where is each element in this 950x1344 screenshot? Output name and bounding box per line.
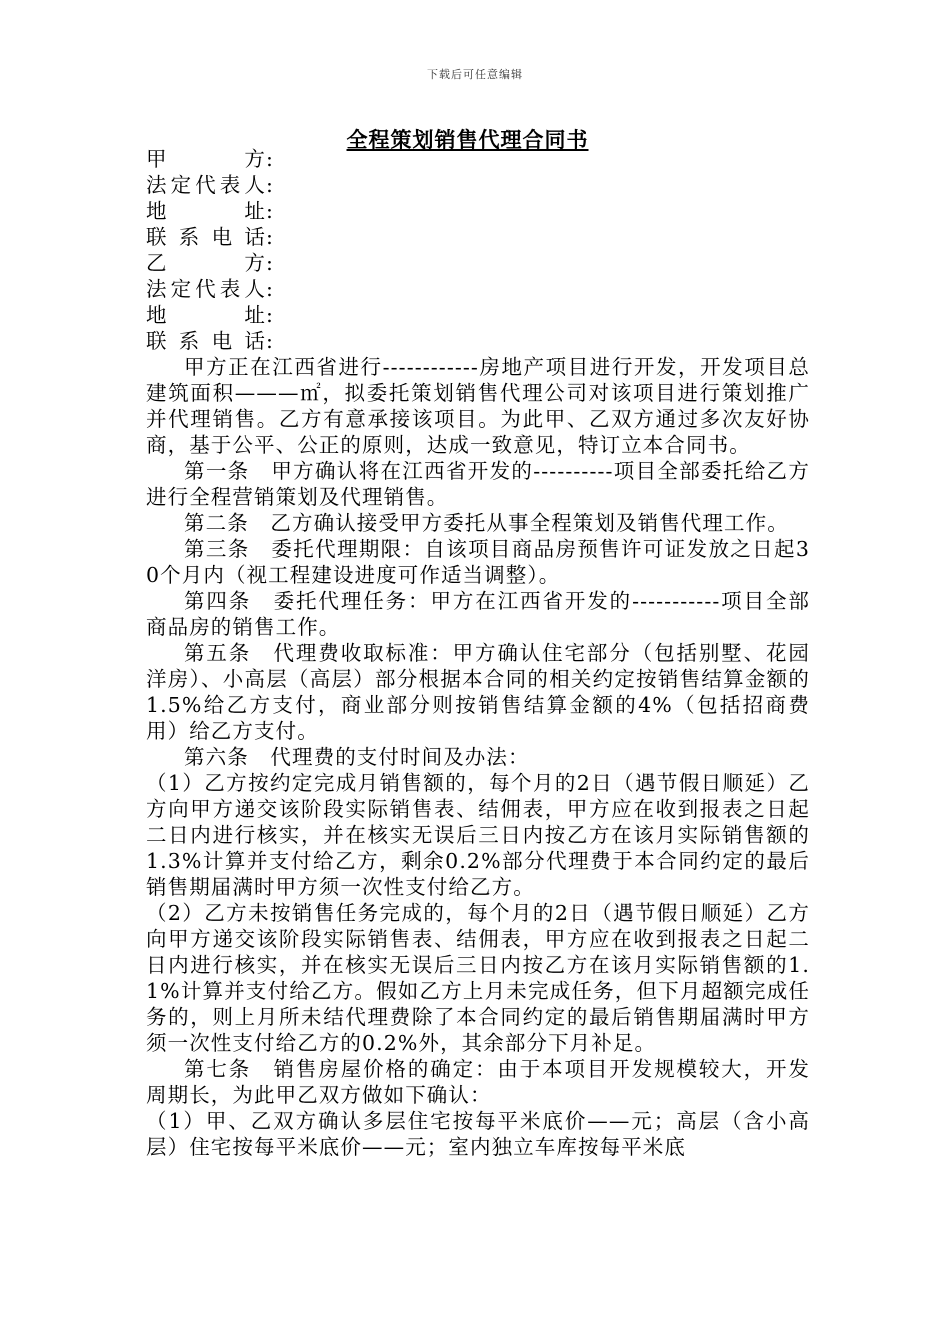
party-a-addr-line (146, 198, 810, 224)
party-b-phone-label: 联系电话 (146, 329, 266, 353)
document-body (146, 146, 810, 1160)
party-b-phone-line (146, 328, 810, 354)
party-a-rep-label: 法定代表人 (146, 173, 266, 197)
party-b-addr-label: 地址 (146, 303, 266, 327)
party-b-rep-label: 法定代表人 (146, 277, 266, 301)
party-b-addr-line (146, 302, 810, 328)
party-b-name-label: 乙方 (146, 251, 266, 275)
article-1: 第一条 甲方确认将在江西省开发的----------项目全部委托给乙方进行全程营销策划及代理销售。 (146, 459, 810, 509)
article-6-item-2: （2）乙方未按销售任务完成的，每个月的2日（遇节假日顺延）乙方向甲方递交该阶段实际销售表、结佣表，甲方应在收到报表之日起二日内进行核实，并在核实无误后三日内按乙方在该月实际销售额的1.1%计算并支付给乙方。假如乙方上月未完成任务，但下月超额完成任务的，则上月所未结代理费除了本合同约定的最后销售期届满时甲方须一次性支付给乙方的0.2%外，其余部分下月补足。 (146, 901, 810, 1055)
article-3: 第三条 委托代理期限：自该项目商品房预售许可证发放之日起30个月内（视工程建设进度可作适当调整）。 (146, 537, 810, 587)
article-5: 第五条 代理费收取标准：甲方确认住宅部分（包括别墅、花园洋房）、小高层（高层）部分根据本合同的相关约定按销售结算金额的1.5%给乙方支付，商业部分则按销售结算金额的4%（包括招商费用）给乙方支付。 (146, 641, 810, 743)
article-6-item-1: （1）乙方按约定完成月销售额的，每个月的2日（遇节假日顺延）乙方向甲方递交该阶段实际销售表、结佣表，甲方应在收到报表之日起二日内进行核实，并在核实无误后三日内按乙方在该月实际销售额的1.3%计算并支付给乙方，剩余0.2%部分代理费于本合同约定的最后销售期届满时甲方须一次性支付给乙方。 (146, 771, 810, 899)
colon: : (266, 329, 275, 353)
party-a-rep-line (146, 172, 810, 198)
colon: : (266, 173, 275, 197)
article-6: 第六条 代理费的支付时间及办法： (184, 745, 530, 769)
colon: : (266, 277, 275, 301)
party-b-rep-line (146, 276, 810, 302)
colon: : (266, 199, 275, 223)
document-title: 全程策划销售代理合同书 (346, 127, 589, 152)
party-a-phone-label: 联系电话 (146, 225, 266, 249)
article-4: 第四条 委托代理任务：甲方在江西省开发的-----------项目全部商品房的销售工作。 (146, 589, 810, 639)
article-7-item-1: （1）甲、乙双方确认多层住宅按每平米底价——元；高层（含小高层）住宅按每平米底价——元；室内独立车库按每平米底 (146, 1109, 810, 1159)
party-a-name-line (146, 146, 810, 172)
colon: : (266, 303, 275, 327)
party-a-addr-label: 地址 (146, 199, 266, 223)
intro-paragraph: 甲方正在江西省进行------------房地产项目进行开发，开发项目总建筑面积———㎡，拟委托策划销售代理公司对该项目进行策划推广并代理销售。乙方有意承接该项目。为此甲、乙双方通过多次友好协商，基于公平、公正的原则，达成一致意见，特订立本合同书。 (146, 355, 810, 457)
page-header-note: 下载后可任意编辑 (427, 68, 523, 81)
party-b-name-line (146, 250, 810, 276)
party-a-name-label: 甲方 (146, 147, 266, 171)
colon: : (266, 251, 275, 275)
article-7: 第七条 销售房屋价格的确定：由于本项目开发规模较大，开发周期长，为此甲乙双方做如下确认： (146, 1057, 810, 1107)
article-2: 第二条 乙方确认接受甲方委托从事全程策划及销售代理工作。 (184, 511, 789, 535)
colon: : (266, 147, 275, 171)
colon: : (266, 225, 275, 249)
party-a-phone-line (146, 224, 810, 250)
